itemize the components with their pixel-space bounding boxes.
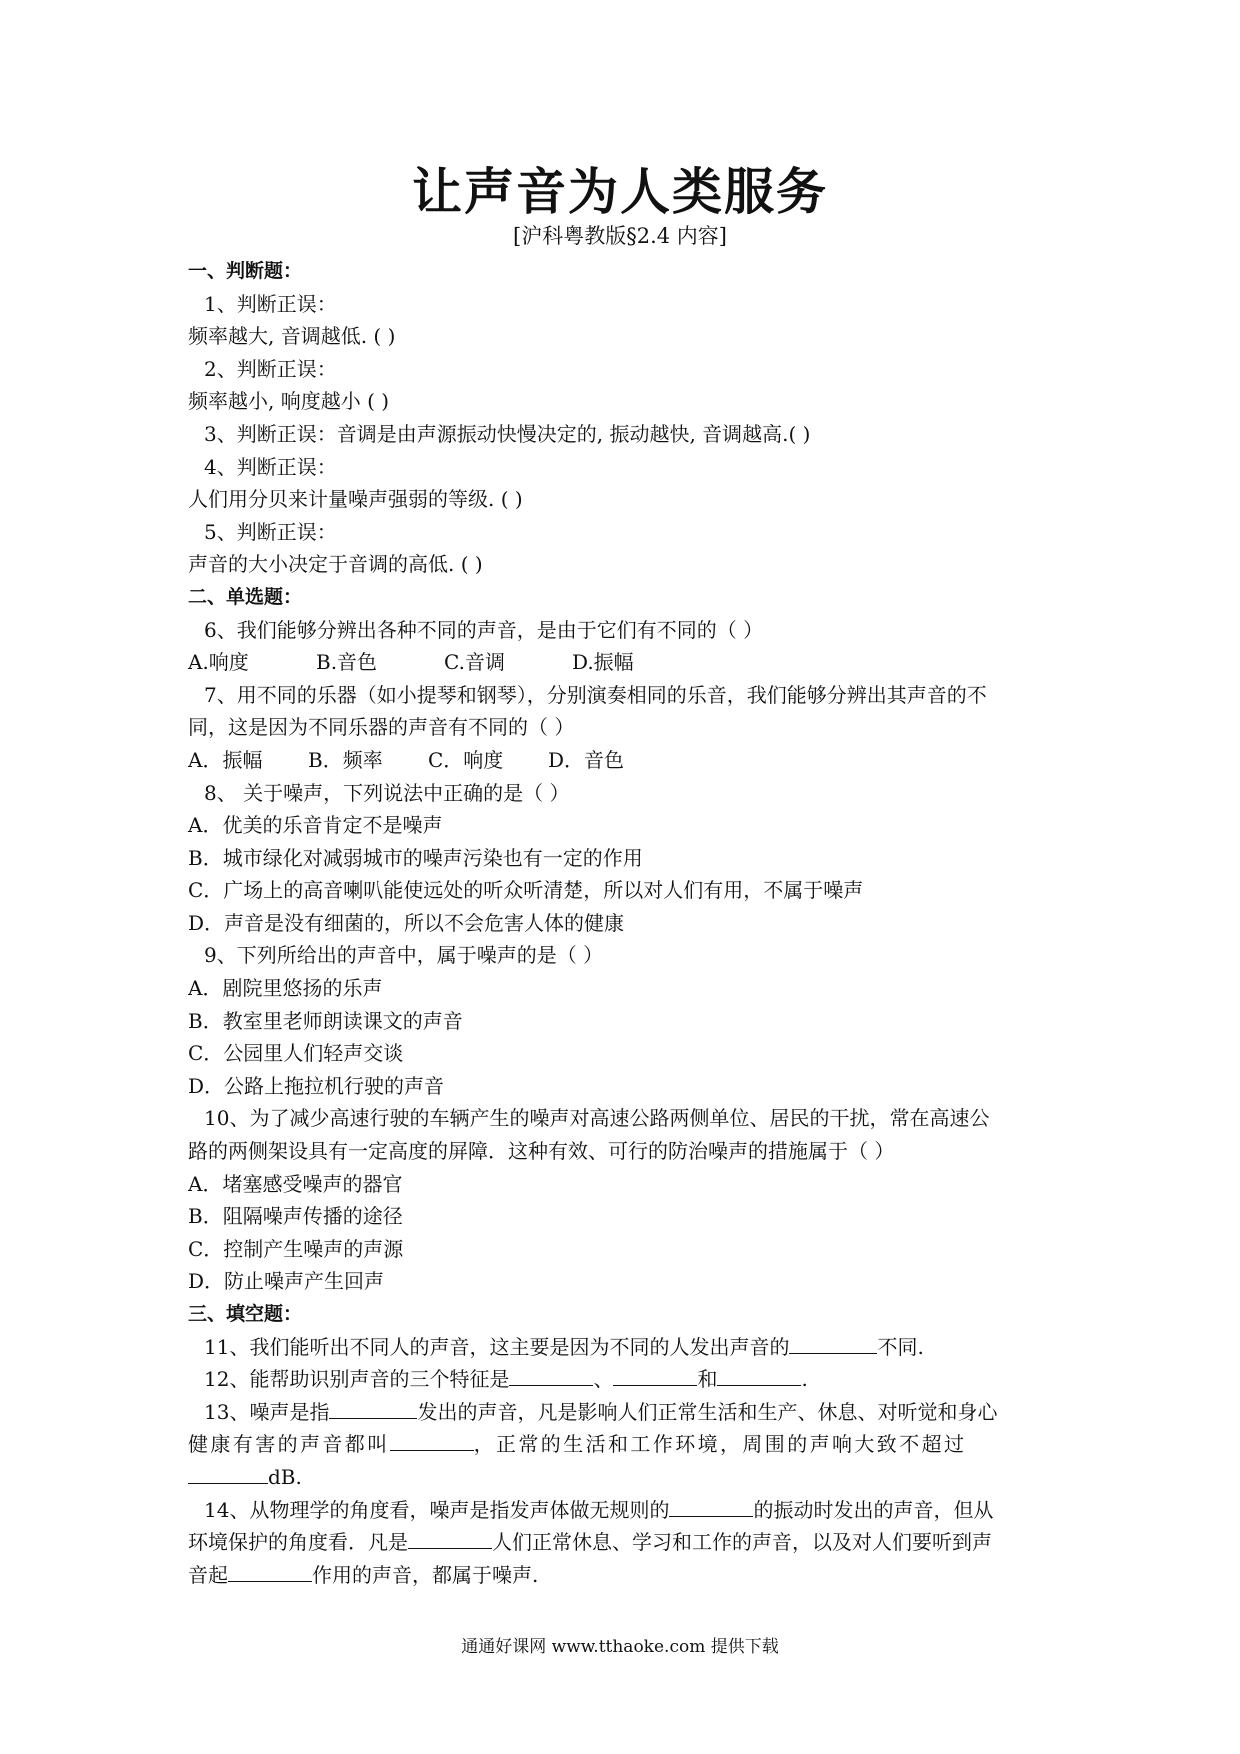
page-footer: 通通好课网 www.tthaoke.com 提供下载 <box>461 1637 779 1657</box>
question-14-text: 14、从物理学的角度看，噪声是指发声体做无规则的 <box>204 1497 670 1522</box>
question-11 <box>188 1331 1060 1364</box>
answer-blank[interactable] <box>329 1398 417 1419</box>
section-heading-single-choice: 二、单选题： <box>188 585 303 608</box>
option-c: C．响度 <box>428 747 504 772</box>
answer-blank[interactable] <box>188 1463 268 1484</box>
question-14-line-2 <box>188 1526 1060 1559</box>
option-b: B．频率 <box>308 747 383 772</box>
question-8-option-b: B．城市绿化对减弱城市的噪声污染也有一定的作用 <box>188 845 643 870</box>
answer-blank[interactable] <box>669 1496 753 1517</box>
question-9-option-d: D．公路上拖拉机行驶的声音 <box>188 1073 445 1098</box>
question-8-stem: 8、 关于噪声，下列说法中正确的是（ ） <box>204 780 570 805</box>
question-13-text-2: 健康有害的声音都叫 <box>188 1432 390 1457</box>
question-13-unit: dB. <box>268 1464 302 1489</box>
answer-blank[interactable] <box>509 1365 593 1386</box>
answer-blank[interactable] <box>390 1430 474 1451</box>
question-13-line-2 <box>188 1428 1060 1461</box>
question-10-option-c: C．控制产生噪声的声源 <box>188 1236 404 1261</box>
answer-blank[interactable] <box>789 1333 877 1354</box>
question-11-text-end: 不同. <box>877 1334 924 1359</box>
question-6-options <box>188 646 1060 679</box>
answer-blank[interactable] <box>228 1561 312 1582</box>
page-title: 让声音为人类服务 <box>412 163 828 221</box>
question-2-head: 2、判断正误： <box>204 356 337 381</box>
question-14-text-3: 环境保护的角度看．凡是 <box>188 1530 408 1555</box>
section-heading-true-false: 一、判断题： <box>188 260 303 282</box>
section-heading-fill-in: 三、填空题： <box>188 1303 303 1325</box>
question-9-stem: 9、下列所给出的声音中，属于噪声的是（ ） <box>204 943 604 968</box>
question-9-option-a: A．剧院里悠扬的乐声 <box>188 976 383 1001</box>
question-8-option-c: C．广场上的高音喇叭能使远处的听众听清楚，所以对人们有用，不属于噪声 <box>188 878 864 903</box>
question-9-option-b: B．教室里老师朗读课文的声音 <box>188 1008 463 1033</box>
question-10-option-d: D．防止噪声产生回声 <box>188 1269 385 1294</box>
option-d: D.振幅 <box>572 650 634 675</box>
question-3: 3、判断正误：音调是由声源振动快慢决定的, 振动越快, 音调越高.( ) <box>204 421 811 446</box>
question-10-option-a: A．堵塞感受噪声的器官 <box>188 1171 403 1196</box>
question-11-text: 11、我们能听出不同人的声音，这主要是因为不同的人发出声音的 <box>204 1334 790 1359</box>
question-4-body: 人们用分贝来计量噪声强弱的等级. ( ) <box>188 487 523 512</box>
option-a: A.响度 <box>188 650 249 675</box>
question-10-stem-line-2: 路的两侧架设具有一定高度的屏障．这种有效、可行的防治噪声的措施属于（ ） <box>188 1139 895 1164</box>
question-6-stem: 6、我们能够分辨出各种不同的声音，是由于它们有不同的（ ） <box>204 617 764 642</box>
question-14-line-3 <box>188 1559 1060 1592</box>
question-8-option-d: D．声音是没有细菌的，所以不会危害人体的健康 <box>188 910 625 935</box>
question-13-text-cont: 发出的声音，凡是影响人们正常生活和生产、休息、对听觉和身心 <box>417 1399 998 1424</box>
question-10-option-b: B．阻隔噪声传播的途径 <box>188 1204 403 1229</box>
question-1-body: 频率越大, 音调越低. ( ) <box>188 324 396 349</box>
question-8-option-a: A．优美的乐音肯定不是噪声 <box>188 813 443 838</box>
page-subtitle: [沪科粤教版§2.4 内容] <box>513 224 727 248</box>
question-7-stem-line-2: 同，这是因为不同乐器的声音有不同的（ ） <box>188 715 575 740</box>
option-d: D．音色 <box>548 747 625 772</box>
question-14-text-5: 音起 <box>188 1562 228 1587</box>
question-13-line-1 <box>188 1396 1060 1429</box>
question-4-head: 4、判断正误： <box>204 454 337 479</box>
option-c: C.音调 <box>444 650 505 675</box>
question-10-stem-line-1: 10、为了减少高速行驶的车辆产生的噪声对高速公路两侧单位、居民的干扰，常在高速公 <box>204 1106 990 1131</box>
question-12 <box>188 1363 1060 1396</box>
question-12-and: 和 <box>697 1367 718 1392</box>
question-12-text: 12、能帮助识别声音的三个特征是 <box>204 1367 510 1392</box>
question-14-text-6: 作用的声音，都属于噪声. <box>312 1562 539 1587</box>
answer-blank[interactable] <box>408 1528 492 1549</box>
question-14-line-1 <box>188 1494 1060 1527</box>
question-7-stem-line-1: 7、用不同的乐器（如小提琴和钢琴），分别演奏相同的乐音，我们能够分辨出其声音的不 <box>204 682 987 707</box>
question-13-line-3 <box>188 1461 1060 1494</box>
answer-blank[interactable] <box>717 1365 801 1386</box>
question-13-text-3: ，正常的生活和工作环境，周围的声响大致不超过 <box>473 1432 967 1457</box>
question-5-head: 5、判断正误： <box>204 519 337 544</box>
question-14-text-4: 人们正常休息、学习和工作的声音，以及对人们要听到声 <box>492 1530 992 1555</box>
answer-blank[interactable] <box>613 1365 697 1386</box>
question-2-body: 频率越小, 响度越小 ( ) <box>188 389 390 414</box>
question-1-head: 1、判断正误： <box>204 291 337 316</box>
question-9-option-c: C．公园里人们轻声交谈 <box>188 1041 404 1066</box>
option-b: B.音色 <box>316 650 378 675</box>
worksheet-content <box>188 255 1060 1591</box>
question-12-sep: 、 <box>593 1367 614 1392</box>
question-12-end: . <box>801 1367 808 1392</box>
question-13-text: 13、噪声是指 <box>204 1399 330 1424</box>
question-14-text-2: 的振动时发出的声音，但从 <box>753 1497 994 1522</box>
option-a: A．振幅 <box>188 747 263 772</box>
question-7-options <box>188 744 1060 777</box>
question-5-body: 声音的大小决定于音调的高低. ( ) <box>188 552 483 577</box>
